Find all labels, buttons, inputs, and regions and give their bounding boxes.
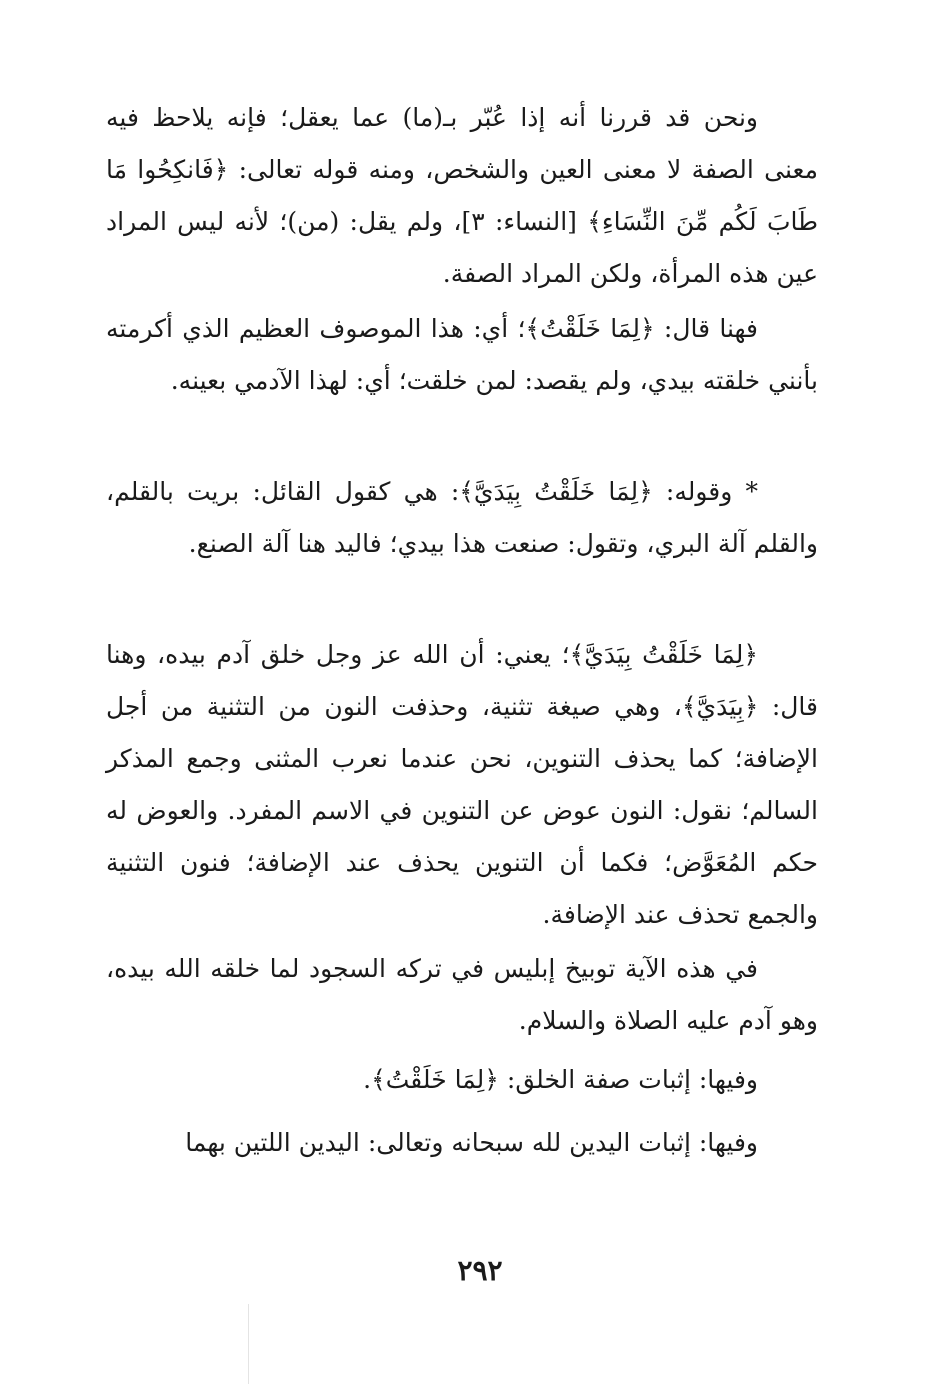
page-number: ٢٩٢	[457, 1254, 503, 1287]
paragraph-4	[106, 629, 818, 941]
paragraph-4-text: ﴿لِمَا خَلَقْتُ بِيَدَيَّ﴾؛ يعني: أن الله عز وجل خلق آدم بيده، وهنا قال: ﴿بِيَدَيَّ﴾، وهي صيغة تثنية، وحذفت النون من التثنية من أجل الإضافة؛ كما يحذف التنوين، نحن عندما نعرب المثنى وجمع المذكر السالم؛ نقول: النون عوض عن التنوين في الاسم المفرد. والعوض له حكم المُعَوَّض؛ فكما أن التنوين يحذف عند الإضافة؛ فنون التثنية والجمع تحذف عند الإضافة.	[106, 640, 818, 929]
paragraph-5-text: في هذه الآية توبيخ إبليس في تركه السجود لما خلقه الله بيده، وهو آدم عليه الصلاة والسلام.	[106, 954, 818, 1035]
paragraph-6-text: وفيها: إثبات صفة الخلق: ﴿لِمَا خَلَقْتُ﴾.	[363, 1065, 758, 1094]
paragraph-5	[106, 943, 818, 1047]
paragraph-3-text: * وقوله: ﴿لِمَا خَلَقْتُ بِيَدَيَّ﴾: هي كقول القائل: بريت بالقلم، والقلم آلة البري، وتقول: صنعت هذا بيدي؛ فاليد هنا آلة الصنع.	[106, 477, 818, 558]
paragraph-6	[106, 1054, 818, 1106]
paragraph-1	[106, 92, 818, 300]
paragraph-1-text: ونحن قد قررنا أنه إذا عُبّر بـ(ما) عما يعقل؛ فإنه يلاحظ فيه معنى الصفة لا معنى العين والشخص، ومنه قوله تعالى: ﴿فَانكِحُوا مَا طَابَ لَكُم مِّنَ النِّسَاءِ﴾ [النساء: ٣]، ولم يقل: (من)؛ لأنه ليس المراد عين هذه المرأة، ولكن المراد الصفة.	[106, 103, 819, 288]
paragraph-7-text: وفيها: إثبات اليدين لله سبحانه وتعالى: اليدين اللتين بهما	[185, 1128, 758, 1157]
paragraph-2-text: فهنا قال: ﴿لِمَا خَلَقْتُ﴾؛ أي: هذا الموصوف العظيم الذي أكرمته بأنني خلقته بيدي، ولم يقصد: لمن خلقت؛ أي: لهذا الآدمي بعينه.	[106, 314, 818, 395]
paragraph-3	[106, 466, 818, 570]
paragraph-7	[106, 1117, 818, 1169]
paragraph-2	[106, 303, 818, 407]
scan-edge-line	[248, 1304, 249, 1384]
